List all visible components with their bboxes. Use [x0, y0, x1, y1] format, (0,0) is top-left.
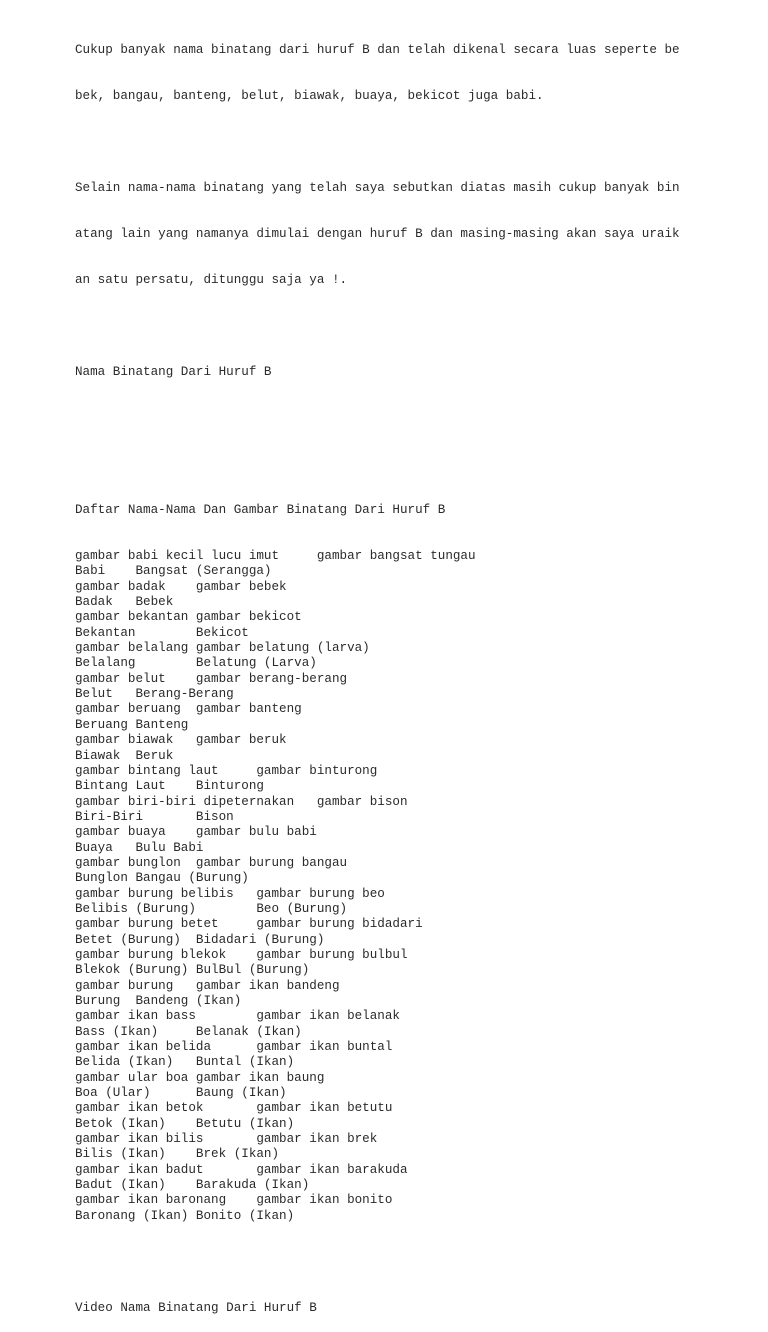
list-line: gambar ikan badut gambar ikan barakuda — [75, 1162, 408, 1177]
list-line: gambar burung belibis gambar burung beo — [75, 886, 385, 901]
list-line: gambar bunglon gambar burung bangau — [75, 855, 348, 870]
list-line: Babi Bangsat (Serangga) — [75, 564, 272, 579]
list-line: gambar babi kecil lucu imut gambar bangsat tungau — [75, 549, 476, 564]
list-line: Betet (Burung) Bidadari (Burung) — [75, 932, 325, 947]
list-line: Betok (Ikan) Betutu (Ikan) — [75, 1116, 295, 1131]
list-line: gambar ikan belida gambar ikan buntal — [75, 1040, 393, 1055]
intro-line: Cukup banyak nama binatang dari huruf B dan telah dikenal secara luas seperte be — [75, 42, 680, 57]
list-title: Daftar Nama-Nama Dan Gambar Binatang Dari Huruf B — [75, 503, 446, 517]
list-line: Boa (Ular) Baung (Ikan) — [75, 1086, 287, 1101]
list-line: gambar biawak gambar beruk — [75, 733, 287, 748]
intro-line: bek, bangau, banteng, belut, biawak, buaya, bekicot juga babi. — [75, 88, 544, 103]
list-line: Belida (Ikan) Buntal (Ikan) — [75, 1055, 295, 1070]
list-line: gambar ikan betok gambar ikan betutu — [75, 1101, 393, 1116]
list-line: Beruang Banteng — [75, 717, 189, 732]
spacer — [75, 411, 705, 426]
list-line: gambar burung gambar ikan bandeng — [75, 978, 340, 993]
list-line: Bass (Ikan) Belanak (Ikan) — [75, 1024, 302, 1039]
list-line: gambar bintang laut gambar binturong — [75, 763, 378, 778]
list-line: Baronang (Ikan) Bonito (Ikan) — [75, 1208, 295, 1223]
document-body — [75, 12, 705, 1332]
list-line: Belut Berang-Berang — [75, 687, 234, 702]
list-line: gambar belalang gambar belatung (larva) — [75, 641, 370, 656]
list-line: gambar belut gambar berang-berang — [75, 671, 348, 686]
list-line: gambar ikan bilis gambar ikan brek — [75, 1132, 378, 1147]
list-line: gambar buaya gambar bulu babi — [75, 825, 317, 840]
list-line: Buaya Bulu Babi — [75, 840, 204, 855]
list-line: Blekok (Burung) BulBul (Burung) — [75, 963, 310, 978]
list-line: gambar badak gambar bebek — [75, 579, 287, 594]
list-line: gambar burung betet gambar burung bidadari — [75, 917, 423, 932]
list-line: gambar beruang gambar banteng — [75, 702, 302, 717]
spacer — [75, 457, 705, 472]
list-line: Bintang Laut Binturong — [75, 779, 264, 794]
animal-list — [75, 549, 705, 1224]
list-line: gambar burung blekok gambar burung bulbul — [75, 947, 408, 962]
list-line: Badut (Ikan) Barakuda (Ikan) — [75, 1178, 310, 1193]
list-line: Badak Bebek — [75, 595, 174, 610]
list-line: Belibis (Burung) Beo (Burung) — [75, 901, 348, 916]
intro-line: Selain nama-nama binatang yang telah saya sebutkan diatas masih cukup banyak bin — [75, 180, 680, 195]
list-line: Biawak Beruk — [75, 748, 174, 763]
list-line: gambar ular boa gambar ikan baung — [75, 1070, 325, 1085]
spacer — [75, 1255, 705, 1270]
list-line: Bekantan Bekicot — [75, 625, 249, 640]
intro-line: an satu persatu, ditunggu saja ya !. — [75, 272, 348, 287]
list-line: gambar ikan bass gambar ikan belanak — [75, 1009, 400, 1024]
list-line: gambar ikan baronang gambar ikan bonito — [75, 1193, 393, 1208]
intro-line: atang lain yang namanya dimulai dengan huruf B dan masing-masing akan saya uraik — [75, 226, 680, 241]
list-line: gambar bekantan gambar bekicot — [75, 610, 302, 625]
spacer — [75, 319, 705, 334]
list-line: Bilis (Ikan) Brek (Ikan) — [75, 1147, 280, 1162]
list-line: Bunglon Bangau (Burung) — [75, 871, 249, 886]
list-line: gambar biri-biri dipeternakan gambar bison — [75, 794, 408, 809]
video-heading: Video Nama Binatang Dari Huruf B — [75, 1300, 317, 1315]
section-heading: Nama Binatang Dari Huruf B — [75, 364, 272, 379]
list-line: Belalang Belatung (Larva) — [75, 656, 317, 671]
list-line: Biri-Biri Bison — [75, 809, 234, 824]
spacer — [75, 135, 705, 150]
list-line: Burung Bandeng (Ikan) — [75, 994, 242, 1008]
